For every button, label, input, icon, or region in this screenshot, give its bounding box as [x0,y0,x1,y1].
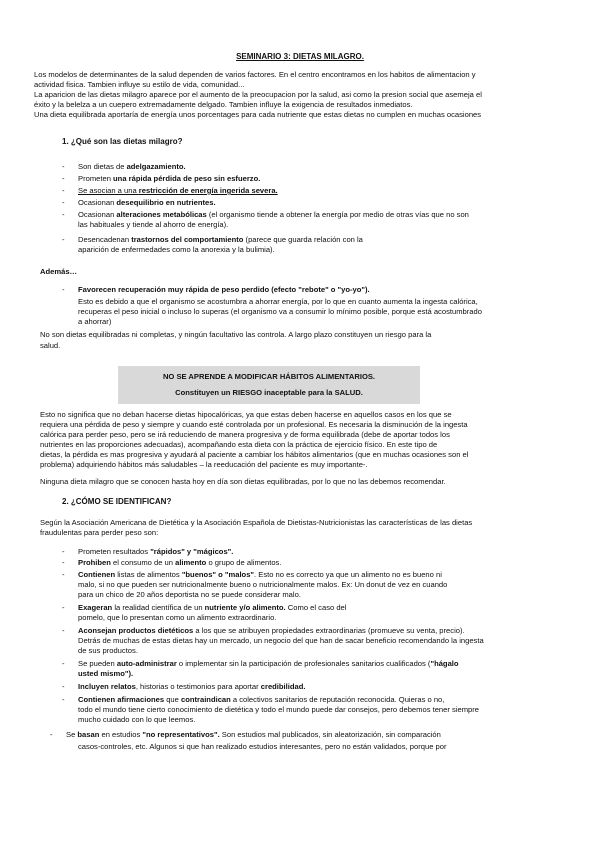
paragraph-line: Esto no significa que no deban hacerse dietas hipocalóricas, ya que estas deben hacerse en aquellos casos en los que se [40,410,452,419]
bullet-item: Se pueden auto-administrar o implementar sin la participación de profesionales sanitarios cualificados ("hágalo [78,659,459,668]
section-1-heading: 1. ¿Qué son las dietas milagro? [62,137,183,146]
bullet-item-continuation: a ahorrar) [78,317,112,326]
bullet-item: Desencadenan trastornos del comportamiento (parece que guarda relación con la [78,235,363,244]
bullet-dash: - [62,682,65,691]
bullet-dash: - [62,198,65,207]
highlight-line-2: Constituyen un RIESGO inaceptable para la SALUD. [175,388,363,397]
page-title: SEMINARIO 3: DIETAS MILAGRO. [236,52,364,61]
bullet-dash: - [62,558,65,567]
paragraph-line: requiera una pérdida de peso y siempre y cuando esté controlada por un profesional. Es necesaria la disminución de la ingesta [40,420,468,429]
bullet-dash: - [62,210,65,219]
bullet-item-continuation: pomelo, que lo presentan como un alimento extraordinario. [78,613,277,622]
paragraph-line: nutrientes en las proporciones adecuadas), acompañando esta dieta con la práctica de ejercicio físico. En este tipo de [40,440,438,449]
bullet-item-continuation: usted mismo"). [78,669,134,678]
bullet-item: Ocasionan desequilibrio en nutrientes. [78,198,216,207]
bullet-item: Aconsejan productos dietéticos a los que se atribuyen propiedades extraordinarias (promueve su venta, precio). [78,626,465,635]
bullet-dash: - [50,730,53,739]
bullet-item: Se asocian a una restricción de energía ingerida severa. [78,186,278,195]
bullet-item-continuation: para un chico de 20 años deportista no se puede considerar malo. [78,590,301,599]
bullet-item: Contienen afirmaciones que contraindican a colectivos sanitarios de reputación reconocida. Quieras o no, [78,695,445,704]
ademas-label: Además… [40,267,78,276]
intro-line: La aparicion de las dietas milagro aparece por el aumento de la preocupacion por la salud, asi como la presion social que asemeja el [34,90,482,99]
bullet-item-continuation: casos-controles, etc. Algunos si que han realizado estudios interesantes, pero no están validados, porque por [78,742,447,751]
paragraph-line: No son dietas equilibradas ni completas, y ningún facultativo las controla. A largo plazo constituyen un riesgo para la [40,330,432,339]
bullet-dash: - [62,186,65,195]
bullet-item: Ocasionan alteraciones metabólicas (el organismo tiende a obtener la energía por medio de otras vías que no son [78,210,469,219]
bullet-item: Son dietas de adelgazamiento. [78,162,186,171]
bullet-item: Incluyen relatos, historias o testimonios para aportar credibilidad. [78,682,306,691]
bullet-item-continuation: de sus productos. [78,646,138,655]
paragraph-line: dietas, la pérdida es mas progresiva y ayudará al paciente a cambiar los hábitos alimentarios (que en muchas ocasiones son el [40,450,469,459]
bullet-item-continuation: Esto es debido a que el organismo se acostumbra a ahorrar energía, por lo que en cuanto aumenta la ingesta calórica, [78,297,478,306]
bullet-item-continuation: recuperas el peso inicial o incluso lo superas (el organismo va a consumir lo mínimo posible, porque está acostumbrado [78,307,482,316]
bullet-item: Prometen una rápida pérdida de peso sin esfuerzo. [78,174,261,183]
intro-line: Una dieta equilibrada aportaría de energía unos porcentages para cada nutriente que estas dietas no cumplen en muchas ocasiones [34,110,482,119]
bullet-item-continuation: mucho cuidado con lo que leemos. [78,715,196,724]
bullet-dash: - [62,626,65,635]
paragraph-line: Según la Asociación Americana de Dietética y la Asociación Española de Dietistas-Nutricionistas las características de las dietas [40,518,473,527]
paragraph-line: salud. [40,341,61,350]
bullet-dash: - [62,285,65,294]
bullet-item-continuation: aparición de enfermedades como la anorexia y la bulimia). [78,245,275,254]
bullet-item-continuation: Detrás de muchas de estas dietas hay un mercado, un negocio del que han de sacar beneficio recomendando la ingesta [78,636,484,645]
intro-line: Los modelos de determinantes de la salud dependen de varios factores. En el centro encontramos en los habitos de alimentacion y [34,70,476,79]
bullet-item-continuation: todo el mundo tiene cierto conocimiento de dietética y todo el mundo puede dar consejos, pero debemos tener siempre [78,705,480,714]
bullet-item-continuation: malo, si no que pueden ser nutricionalmente bueno o nutricionalmente malos. Ex: Un donut de vez en cuando [78,580,448,589]
bullet-item-continuation: las habituales y tiende al ahorro de energía). [78,220,229,229]
intro-line: actividad fisica. Tambien influye su estilo de vida, comunidad... [34,80,245,89]
bullet-item: Prometen resultados "rápidos" y "mágicos". [78,547,234,556]
bullet-dash: - [62,603,65,612]
bullet-dash: - [62,695,65,704]
bullet-item: Se basan en estudios "no representativos". Son estudios mal publicados, sin aleatorización, sin comparación [66,730,441,739]
highlight-line-1: NO SE APRENDE A MODIFICAR HÁBITOS ALIMENTARIOS. [162,372,376,381]
bullet-dash: - [62,659,65,668]
intro-line: éxito y la belelza a un cuepero extremadamente delgado. Tambien influye la exigencia de resultados inmediatos. [34,100,413,109]
paragraph-line: problema) adquiriendo hábitos más saludables – la reeducación del paciente es muy importante-. [40,460,368,469]
bullet-dash: - [62,235,65,244]
bullet-item: Exageran la realidad científica de un nutriente y/o alimento. Como el caso del [78,603,347,612]
bullet-item: Prohiben el consumo de un alimento o grupo de alimentos. [78,558,282,567]
bullet-dash: - [62,570,65,579]
highlight-box [118,366,420,404]
bullet-item: Contienen listas de alimentos "buenos" o "malos". Esto no es correcto ya que un alimento no es bueno ni [78,570,442,579]
paragraph-line: calórica para perder peso, pero se irá reduciendo de manera progresiva y de forma equilibrada (debe de aportar todos los [40,430,450,439]
bullet-dash: - [62,547,65,556]
section-2-heading: 2. ¿CÓMO SE IDENTIFICAN? [62,497,172,506]
bullet-dash: - [62,174,65,183]
bullet-item: Favorecen recuperación muy rápida de peso perdido (efecto "rebote" o "yo-yo"). [78,285,370,294]
paragraph-line: Ninguna dieta milagro que se conocen hasta hoy en día son dietas equilibradas, por lo que no las debemos recomendar. [40,477,446,486]
paragraph-line: fraudulentas para perder peso son: [40,528,159,537]
bullet-dash: - [62,162,65,171]
